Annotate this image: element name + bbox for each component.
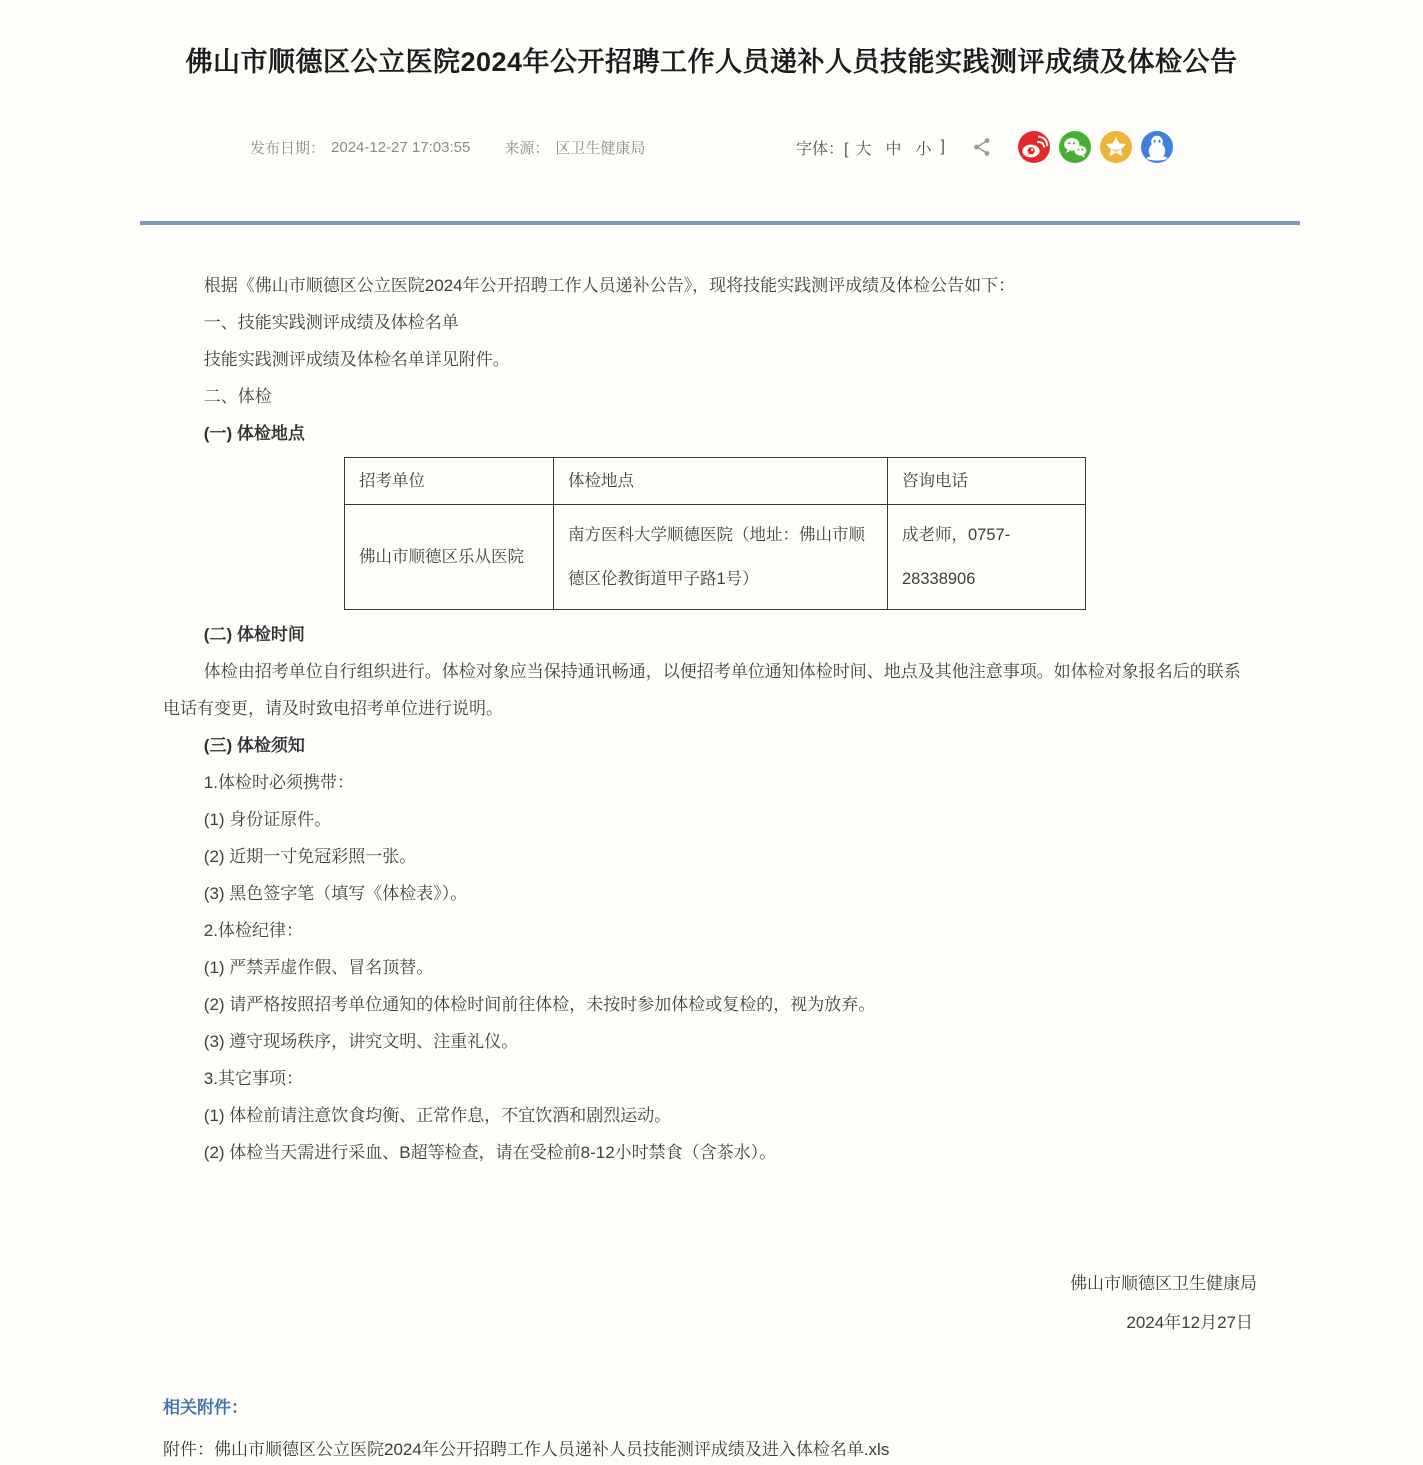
- section1-text: 技能实践测评成绩及体检名单详见附件。: [203, 350, 510, 369]
- notice-item: (2) 近期一寸免冠彩照一张。: [203, 847, 417, 866]
- font-size-medium-button[interactable]: 中: [885, 140, 902, 158]
- notice-item: 1.体检时必须携带：: [203, 773, 354, 792]
- title-section: [0, 0, 1423, 79]
- cell-recruiting-unit: 佛山市顺德区乐从医院: [345, 505, 554, 610]
- notice-item: (1) 身份证原件。: [203, 810, 332, 829]
- notice-item: 2.体检纪律：: [203, 921, 303, 940]
- font-size-large-button[interactable]: 大: [855, 140, 872, 158]
- publish-date-label: 发布日期：: [250, 139, 326, 157]
- notice-item: (1) 严禁弄虚作假、冒名顶替。: [203, 958, 434, 977]
- font-size-label: 字体：[: [796, 140, 849, 158]
- related-attachments-heading: 相关附件：: [163, 1398, 248, 1417]
- font-size-bracket: ]: [940, 138, 945, 155]
- table-row: [345, 505, 1086, 610]
- table-head: [345, 458, 1086, 505]
- notice-item: (2) 请严格按照招考单位通知的体检时间前往体检，未按时参加体检或复检的，视为放弃。: [203, 995, 876, 1014]
- meta-row: [0, 131, 1423, 163]
- notice-item: (1) 体检前请注意饮食均衡、正常作息，不宜饮酒和剧烈运动。: [203, 1106, 672, 1125]
- cell-exam-location: 南方医科大学顺德医院（地址：佛山市顺德区伦教街道甲子路1号）: [554, 505, 888, 610]
- issuer-name: 佛山市顺德区卫生健康局: [1070, 1274, 1257, 1293]
- share-icon[interactable]: [971, 136, 993, 158]
- cell-contact-phone: 成老师，0757-28338906: [888, 505, 1086, 610]
- exam-location-table: [344, 457, 1086, 610]
- wechat-share-icon[interactable]: [1059, 131, 1091, 163]
- notice-item: (3) 黑色签字笔（填写《体检表》）。: [203, 884, 468, 903]
- section1-heading: 一、技能实践测评成绩及体检名单: [203, 313, 459, 332]
- issue-date: 2024年12月27日: [1126, 1313, 1253, 1332]
- qq-share-icon[interactable]: [1141, 131, 1173, 163]
- signature-block: [0, 1265, 1423, 1343]
- attachment-file-link[interactable]: 佛山市顺德区公立医院2024年公开招聘工作人员递补人员技能测评成绩及进入体检名单.xls: [214, 1440, 890, 1459]
- subsection-time-heading: (二) 体检时间: [203, 625, 305, 644]
- table-header-location: 体检地点: [554, 458, 888, 505]
- qzone-share-icon[interactable]: [1100, 131, 1132, 163]
- table-header-phone: 咨询电话: [888, 458, 1086, 505]
- article-content: [0, 225, 1423, 1171]
- notice-item: (3) 遵守现场秩序，讲究文明、注重礼仪。: [203, 1032, 519, 1051]
- time-paragraph: 体检由招考单位自行组织进行。体检对象应当保持通讯畅通，以便招考单位通知体检时间、地点及其他注意事项。如体检对象报名后的联系电话有变更，请及时致电招考单位进行说明。: [163, 662, 1241, 718]
- font-size-controls: [796, 136, 945, 159]
- toolbar: [796, 131, 1173, 163]
- attachments-section: [0, 1393, 1423, 1465]
- intro-paragraph: 根据《佛山市顺德区公立医院2024年公开招聘工作人员递补公告》，现将技能实践测评成绩及体检公告如下：: [203, 276, 1016, 295]
- table-header-unit: 招考单位: [345, 458, 554, 505]
- publish-info: [250, 137, 645, 158]
- subsection-location-heading: (一) 体检地点: [203, 424, 305, 443]
- publish-date-value: 2024-12-27 17:03:55: [331, 138, 471, 156]
- source-label: 来源：: [504, 139, 550, 157]
- weibo-share-icon[interactable]: [1018, 131, 1050, 163]
- section2-heading: 二、体检: [203, 387, 272, 406]
- notice-item: 3.其它事项：: [203, 1069, 303, 1088]
- source-value: 区卫生健康局: [555, 139, 646, 157]
- subsection-notice-heading: (三) 体检须知: [203, 736, 305, 755]
- table-body: [345, 505, 1086, 610]
- attachment-line: [163, 1435, 1423, 1465]
- font-size-small-button[interactable]: 小: [915, 140, 932, 158]
- attachment-label: 附件：: [163, 1440, 214, 1459]
- table-header-row: [345, 458, 1086, 505]
- page-title: 佛山市顺德区公立医院2024年公开招聘工作人员递补人员技能实践测评成绩及体检公告: [185, 47, 1238, 77]
- notice-item: (2) 体检当天需进行采血、B超等检查，请在受检前8-12小时禁食（含茶水）。: [203, 1143, 777, 1162]
